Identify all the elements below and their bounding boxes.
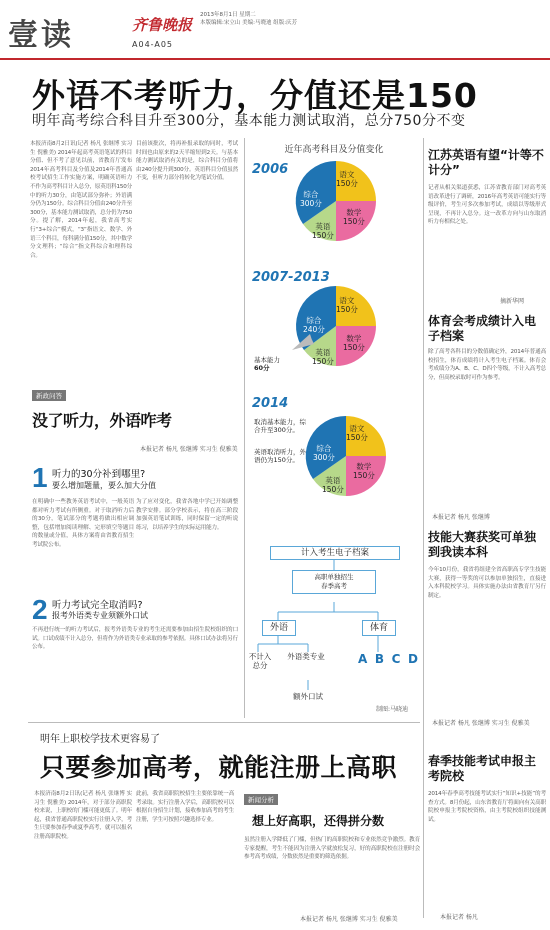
editor-line: 本版编辑:宋立山 美编:马晓迪 组版:庆芳 — [200, 19, 298, 26]
sidebar-credit-3: 本报记者 杨凡 张继博 实习生 倪雅美 — [432, 720, 530, 727]
sidebar-title-1: 江苏英语有望“计等不计分” — [428, 148, 544, 177]
sidebar-credit-2: 本报记者 杨凡 张继博 — [432, 514, 490, 521]
callout-2014-b: 英语取消听力，外语仍为150分。 — [254, 448, 306, 464]
pie2006-yuwen: 语文 150分 — [336, 170, 358, 188]
pie2014-zonghe: 综合 300分 — [313, 444, 335, 462]
year-2006: 2006 — [252, 162, 289, 177]
tree-node-tiyu: 体育 — [362, 620, 396, 636]
leaf-no-score: 不计入总分 — [248, 652, 272, 670]
grade-c: C — [391, 652, 401, 666]
date-line: 2013年8月1日 星期二 — [200, 12, 256, 18]
q1-body: 在明确中一些教务英语考试中，一般英语都对听力考试有所侧重。对于取消听力后的30分，笔试部分的考题将做出相应调整，包括增加阅读理解、完形填空等题目的数量或分值，具体方案将由省教育招生考试院公布。 — [32, 499, 134, 548]
q1-number: 1 — [32, 462, 48, 493]
tree-item-2: 春季高考 — [321, 582, 347, 590]
analysis-body: 虽然注册入学降低了门槛，但热门的高职院校和专业依然竞争激烈。教育专家提醒，考生不能因为注册入学就放松复习，好的高职院校在注册时会参考高考成绩，分数依然是重要的筛选依据。 — [244, 837, 420, 861]
tree-title: 计入考生电子档案 — [270, 546, 400, 560]
masthead-info — [200, 12, 297, 27]
pie2007-zonghe: 综合 240分 — [303, 316, 325, 334]
masthead-logo: 齐鲁晚报 — [132, 16, 193, 34]
analysis-label: 新闻分析 — [244, 794, 278, 805]
tree-item-1: 高职单独招生 — [314, 573, 354, 581]
sidebar-title-4: 春季技能考试申报主考院校 — [428, 754, 537, 783]
sidebar-body-4: 2014年春季高考技能考试实行“知识+技能”的考查方式。8月份起，山东省教育厅将面向有关高职院校申报主考院校资格，由主考院校组织技能测试。 — [428, 791, 546, 823]
main-headline: 外语不考听力，分值还是150 — [32, 76, 478, 115]
bottom-kicker: 明年上职校学技术更容易了 — [40, 734, 160, 745]
chart-credit: 制图:马晓迪 — [376, 706, 409, 713]
pie2006-zonghe: 综合 300分 — [300, 190, 322, 208]
year-2007: 2007-2013 — [252, 270, 330, 285]
pie2014-yingyu: 英语 150分 — [322, 476, 344, 494]
leaf-extra: 额外口试 — [293, 692, 323, 701]
q-credit: 本报记者 杨凡 张继博 实习生 倪雅美 — [140, 446, 238, 453]
main-subheadline: 明年高考综合科目升至300分，基本能力测试取消，总分750分不变 — [32, 113, 466, 129]
callout-basic: 基本能力 60分 — [254, 356, 280, 372]
sidebar-title-3: 技能大赛获奖可单独到我读本科 — [428, 530, 537, 559]
grade-d: D — [408, 652, 418, 666]
leaf-oral: 外语类专业 — [287, 652, 325, 661]
bottom-rule — [28, 722, 420, 723]
pie2007-yingyu: 英语 150分 — [312, 348, 334, 366]
body-col-1: 本报济南8月2日讯(记者 杨凡 张继博 实习生 倪雅美) 2014年起高考英语笔试的科目分值、但不考了意见以前，省教育厅发布2014年高考科目及分值及2014年普通高校考试招生工作实施方案，明确英语听力不作为高考科目计入总分，原英语科150分中的听力30分，由笔试部分弥补；外语满分仍为150分。综合科目分值由240分升至300分，基本能力测试取消，总分仍为750分。提了解，2014年起，我省高考实行“3+综合”模式，“3”指语文、数学、外语三个科目，每科满分值150分，其中数学分文理科；“综合”指文科综合和理科综合。 — [30, 141, 132, 259]
pie2007-yuwen: 语文 150分 — [336, 296, 358, 314]
leaf-grades — [358, 652, 418, 666]
q1-title: 听力的30分补到哪里? — [52, 469, 146, 480]
tree-items — [292, 570, 376, 594]
sidebar-credit-4: 本报记者 杨凡 — [440, 914, 478, 921]
q2-number: 2 — [32, 594, 48, 625]
sidebar-body-2: 除了高考各科目的分数值确定外，2014年普通高校招生，体育成绩将计入考生电子档案。体育会考成绩分为A、B、C、D四个等级，不计入高考总分，但高校录取时可作为参考。 — [428, 349, 546, 381]
q2-subtitle: 报考外语类专业须额外口试 — [52, 611, 148, 620]
sidebar-credit-1: 摘新华网 — [500, 298, 525, 305]
bottom-body-a: 本报济南8月2日讯(记者 杨凡 张继博 实习生 倪雅美) 2014年，对于部分高职院校来说，上职校的门槛可能更低了。明年起，我省普通高职院校实行注册入学，考生只要参加春季或夏季高考，就可以报名注册高职院校。 — [34, 791, 132, 840]
callout-2014-a: 取消基本能力，综合升至300分。 — [254, 418, 306, 434]
section-title: 壹读 — [8, 18, 74, 53]
body-col-2: 目前该批次，将再补报录取的同时，考试时间也由原来的2天半缩短到2天。与基本能力测试取消有关的是，综合科目分值将由240分提升到300分。英语科目分值虽然不变，但听力部分将转化为笔试分值。 — [136, 141, 238, 182]
link-label: 新政问答 — [32, 390, 66, 401]
body-col-3: 为了应对变化，我省各地中学已开始调整教学安排。部分学校表示，将在高三阶段加强英语笔试训练，同时保留一定的听说练习，以培养学生的实际运用能力。 — [136, 499, 238, 531]
pie2006-shuxue: 数学 150分 — [343, 208, 365, 226]
grade-a: A — [358, 652, 368, 666]
pie2007-shuxue: 数学 150分 — [343, 334, 365, 352]
chart-title: 近年高考科目及分值变化 — [284, 145, 384, 155]
sidebar-title-2: 体育会考成绩计入电子档案 — [428, 314, 537, 343]
bottom-headline: 只要参加高考，就能注册上高职 — [40, 753, 398, 782]
analysis-headline: 想上好高职，还得拼分数 — [252, 814, 385, 828]
sidebar-body-3: 今年10月份，我省将组建全省高职高专学生技能大赛，获得一等奖的可以参加单独招生，直接进入本科院校学习。具体实施办法由省教育厅另行制定。 — [428, 567, 546, 599]
bottom-body-b: 此前，我省高职院校招生主要依靠统一高考录取。实行注册入学后，高职院校可以根据自身招生计划，接收参加高考的考生注册，学生可按照兴趣选择专业。 — [136, 791, 234, 823]
q1-subtitle: 要么增加题量，要么加大分值 — [52, 481, 156, 490]
q-headline: 没了听力，外语咋考 — [32, 411, 172, 430]
header-rule — [0, 58, 550, 60]
col-divider-2 — [423, 138, 424, 918]
pie2006-yingyu: 英语 150分 — [312, 222, 334, 240]
q2-body: 不再进行统一的听力考试后，报考外语类专业的考生还需要参加由招生院校组织的口试。口试成绩不计入总分，但将作为外语类专业录取的参考依据。具体口试办法将另行公布。 — [32, 627, 238, 651]
col-divider-1 — [244, 138, 245, 718]
pie2014-shuxue: 数学 150分 — [353, 462, 375, 480]
tree-node-waiyu: 外语 — [262, 620, 296, 636]
q2-title: 听力考试完全取消吗? — [52, 600, 143, 611]
pie2014-yuwen: 语文 150分 — [346, 424, 368, 442]
analysis-credit: 本报记者 杨凡 张继博 实习生 倪雅美 — [300, 916, 398, 923]
sidebar-body-1: 记者从相关渠道获悉，江苏省教育部门对高考英语改革进行了调研，2016年高考英语可能实行等级评价，考生可多次参加考试，成绩以等级形式呈现，不再计入总分。这一改革方向与山东取消听力有相似之处。 — [428, 185, 546, 226]
grade-b: B — [374, 652, 385, 666]
page-numbers: A04-A05 — [132, 40, 174, 49]
year-2014: 2014 — [252, 396, 289, 411]
